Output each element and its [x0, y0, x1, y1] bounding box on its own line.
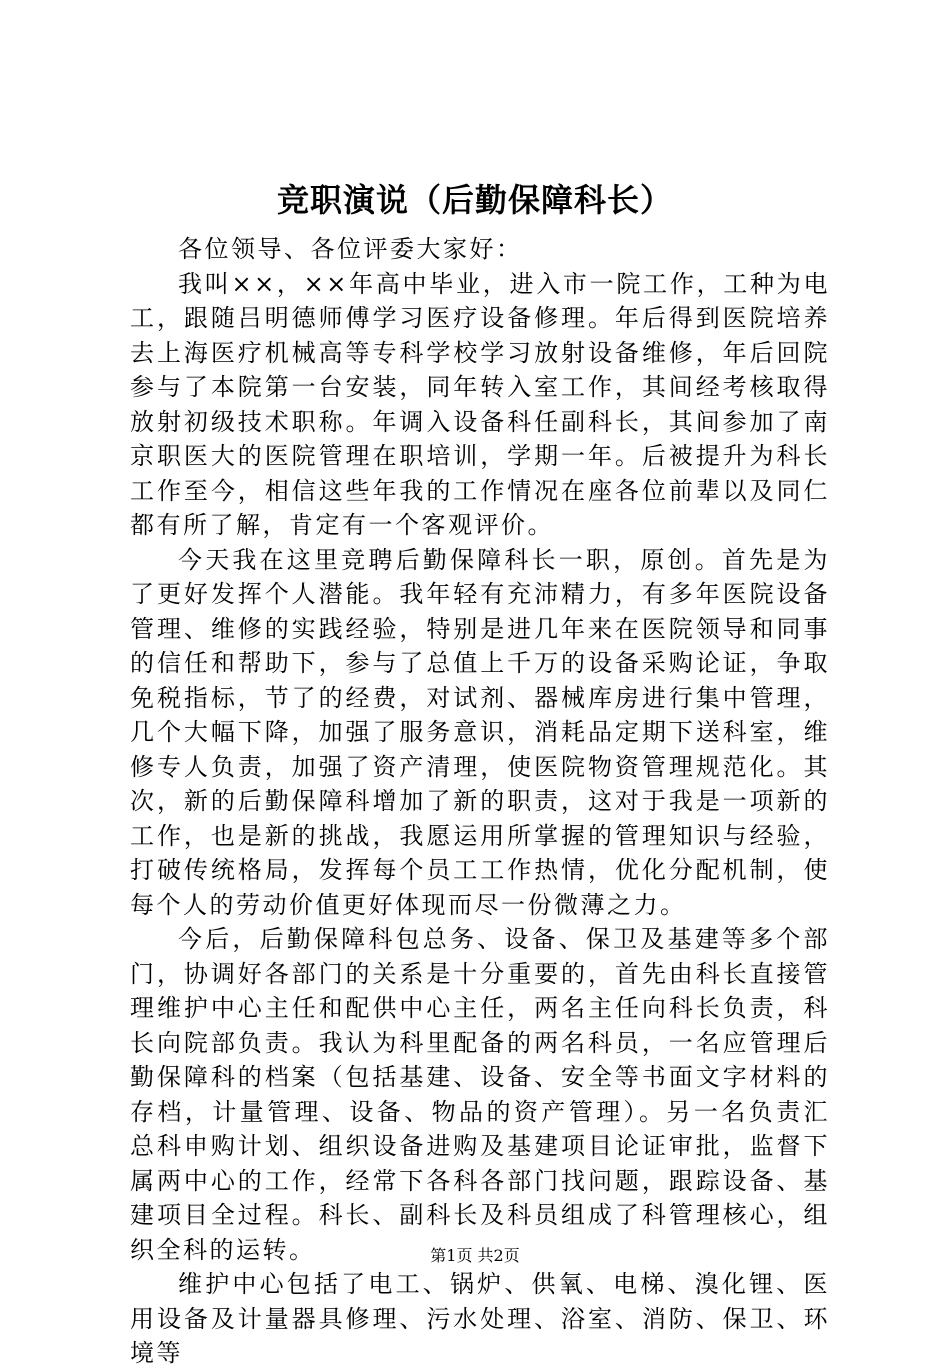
paragraph-introduction: 我叫××，××年高中毕业，进入市一院工作，工种为电工，跟随吕明德师傅学习医疗设备修理。年后得到医院培养去上海医疗机械高等专科学校学习放射设备维修，年后回院参与了本院第一台安装，同年转入室工作，其间经考核取得放射初级技术职称。年调入设备科任副科长，其间参加了南京职医大的医院管理在职培训，学期一年。后被提升为科长工作至今，相信这些年我的工作情况在座各位前辈以及同仁都有所了解，肯定有一个客观评价。 — [130, 269, 830, 539]
paragraph-management-plan: 今后，后勤保障科包总务、设备、保卫及基建等多个部门，协调好各部门的关系是十分重要的，首先由科长直接管理维护中心主任和配供中心主任，两名主任向科长负责，科长向院部负责。我认为科里配备的两名科员，一名应管理后勤保障科的档案（包括基建、设备、安全等书面文字材料的存档，计量管理、设备、物品的资产管理）。另一名负责汇总科申购计划、组织设备进购及基建项目论证审批，监督下属两中心的工作，经常下各科各部门找问题，跟踪设备、基建项目全过程。科长、副科长及科员组成了科管理核心，组织全科的运转。 — [130, 925, 830, 1264]
paragraph-maintenance-center: 维护中心包括了电工、锅炉、供氧、电梯、溴化锂、医用设备及计量器具修理、污水处理、浴室、消防、保卫、环境等 — [130, 1270, 830, 1367]
page-number-footer: 第1页 共2页 — [430, 1246, 520, 1265]
paragraph-motivation: 今天我在这里竞聘后勤保障科长一职，原创。首先是为了更好发挥个人潜能。我年轻有充沛精力，有多年医院设备管理、维修的实践经验，特别是进几年来在医院领导和同事的信任和帮助下，参与了总值上千万的设备采购论证，争取免税指标，节了的经费，对试剂、器械库房进行集中管理，几个大幅下降，加强了服务意识，消耗品定期下送科室，维修专人负责，加强了资产清理，使医院物资管理规范化。其次，新的后勤保障科增加了新的职责，这对于我是一项新的工作，也是新的挑战，我愿运用所掌握的管理知识与经验，打破传统格局，发挥每个员工工作热情，优化分配机制，使每个人的劳动价值更好体现而尽一份微薄之力。 — [130, 545, 830, 919]
document-body — [130, 232, 830, 1371]
document-title: 竞职演说（后勤保障科长） — [276, 181, 673, 219]
paragraph-greeting: 各位领导、各位评委大家好： — [178, 235, 523, 263]
